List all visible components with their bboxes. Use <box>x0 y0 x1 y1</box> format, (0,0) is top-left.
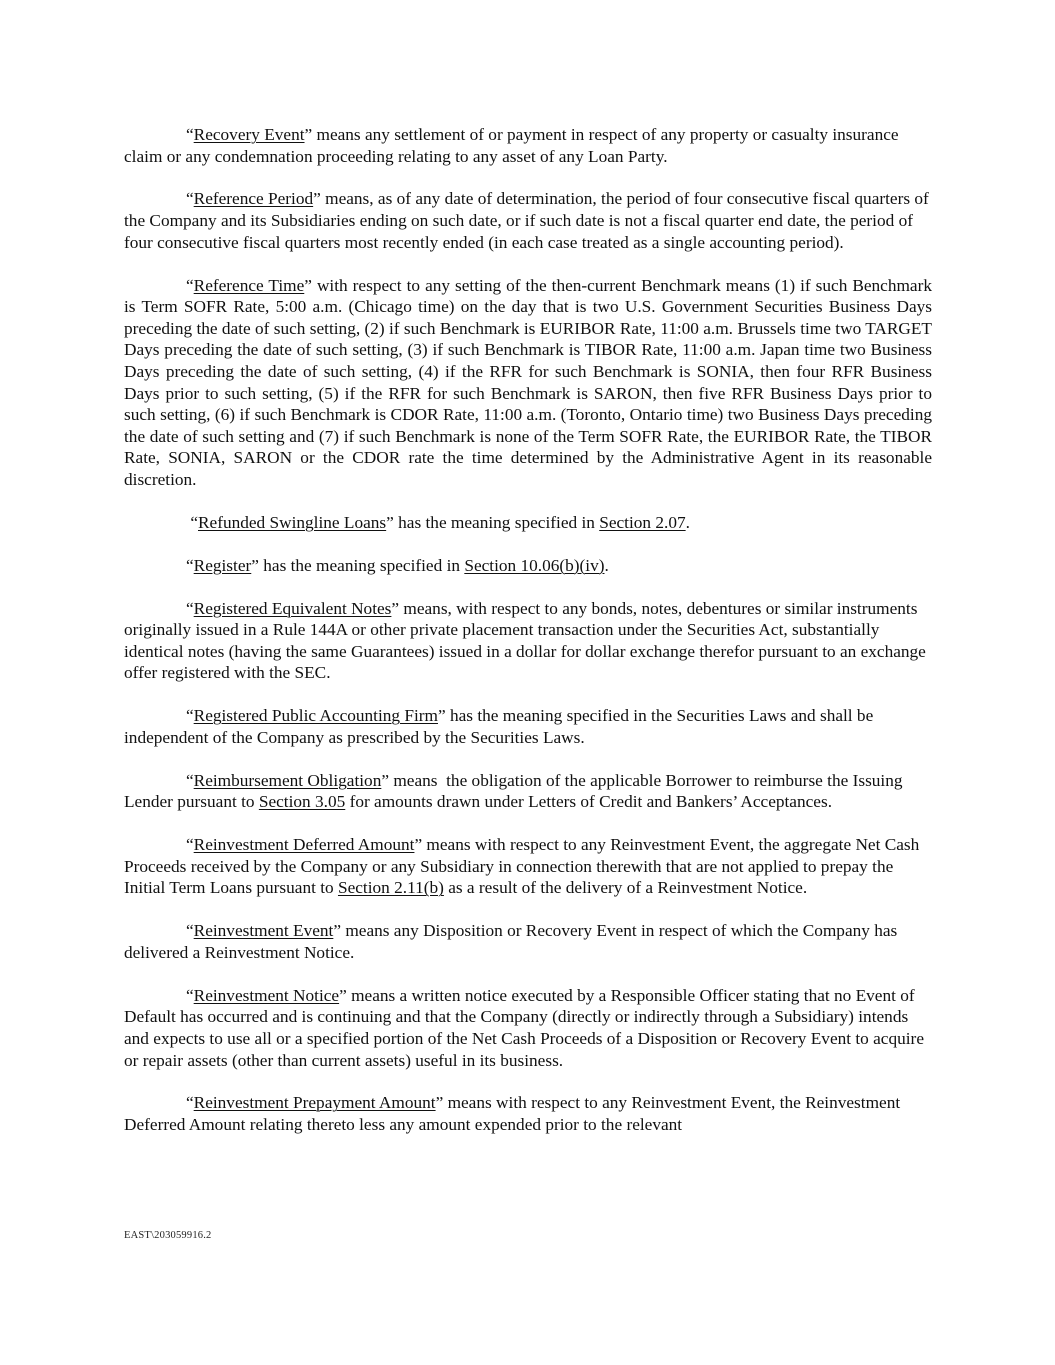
definition-text: ” means, with respect to any bonds, notes, debentures or similar instruments originally issued in a Rule 144A or other private placement transaction under the Securities Act, substantially identical notes (having the same Guarantees) issued in a dollar for dollar exchange therefor pursuant to an exchange offer registered with the SEC. <box>124 598 926 683</box>
definition-text: ” means with respect to any Reinvestment Event, the Reinvestment Deferred Amount relating thereto less any amount expended prior to the relevant <box>124 1093 901 1135</box>
defined-term: Reference Time <box>193 275 305 295</box>
definition-reinvestment-event <box>124 920 932 963</box>
section-reference: Section 2.07 <box>599 512 686 532</box>
definition-text: ” means the obligation of the applicable Borrower to reimburse the Issuing Lender pursuant to <box>124 770 907 812</box>
defined-term: Recovery Event <box>193 125 305 144</box>
defined-term: Reference Period <box>193 189 314 209</box>
open-quote: “ <box>186 555 194 575</box>
open-quote: “ <box>186 125 194 144</box>
open-quote: “ <box>186 275 194 295</box>
definition-text-end: . <box>604 555 609 575</box>
open-quote: “ <box>186 770 194 790</box>
definition-registered-equivalent-notes <box>124 598 932 684</box>
open-quote: “ <box>186 1093 194 1113</box>
definition-registered-public-accounting-firm <box>124 705 932 748</box>
definition-text: ” has the meaning specified in <box>251 555 465 575</box>
open-quote: “ <box>186 512 198 532</box>
document-body <box>124 124 932 1157</box>
open-quote: “ <box>186 706 194 726</box>
section-reference: Section 3.05 <box>258 792 346 812</box>
defined-term: Register <box>193 555 252 575</box>
definition-text: ” means with respect to any Reinvestment Event, the aggregate Net Cash Proceeds received by the Company or any Subsidiary in connection therewith that are not applied to prepay the Initial Term Loans pursuant to <box>124 835 920 898</box>
definition-text-end: . <box>685 512 690 532</box>
definition-reinvestment-deferred-amount <box>124 834 932 899</box>
open-quote: “ <box>186 921 194 941</box>
defined-term: Reinvestment Prepayment Amount <box>193 1093 436 1113</box>
defined-term: Registered Equivalent Notes <box>193 598 392 618</box>
definition-register <box>124 555 932 577</box>
definition-refunded-swingline-loans <box>124 512 932 534</box>
defined-term: Refunded Swingline Loans <box>198 512 387 532</box>
definition-text: ” means, as of any date of determination, the period of four consecutive fiscal quarters of the Company and its Subsidiaries ending on such date, or if such date is not a fiscal quarter end date, the period of four consecutive fiscal quarters most recently ended (in each case treated as a single accounting period). <box>124 189 929 252</box>
defined-term: Registered Public Accounting Firm <box>193 706 438 726</box>
definition-reinvestment-notice <box>124 985 932 1071</box>
open-quote: “ <box>186 189 194 209</box>
definition-text: ” has the meaning specified in <box>386 512 600 532</box>
definition-reinvestment-prepayment-amount <box>124 1092 932 1135</box>
definition-text: ” means any settlement of or payment in respect of any property or casualty insurance claim or any condemnation proceeding relating to any asset of any Loan Party. <box>124 125 899 166</box>
document-id-footer: EAST\203059916.2 <box>124 1230 212 1241</box>
definition-text: ” means a written notice executed by a Responsible Officer stating that no Event of Default has occurred and is continuing and that the Company (directly or indirectly through a Subsidiary) intends and expects to use all or a specified portion of the Net Cash Proceeds of a Disposition or Recovery Event to acquire or repair assets (other than current assets) useful in its business. <box>124 985 924 1070</box>
defined-term: Reimbursement Obligation <box>193 770 382 790</box>
defined-term: Reinvestment Notice <box>193 985 340 1005</box>
definition-text: ” has the meaning specified in the Securities Laws and shall be independent of the Company as prescribed by the Securities Laws. <box>124 706 874 747</box>
definition-text: ” means any Disposition or Recovery Event in respect of which the Company has delivered a Reinvestment Notice. <box>124 921 898 962</box>
defined-term: Reinvestment Event <box>193 921 334 941</box>
definition-reimbursement-obligation <box>124 770 932 813</box>
definition-reference-time <box>124 275 932 491</box>
section-reference: Section 10.06(b)(iv) <box>464 555 605 575</box>
open-quote: “ <box>186 598 194 618</box>
definition-recovery-event <box>124 124 932 167</box>
definition-text-end: as a result of the delivery of a Reinvestment Notice. <box>443 878 808 898</box>
defined-term: Reinvestment Deferred Amount <box>193 835 415 855</box>
open-quote: “ <box>186 835 194 855</box>
definition-reference-period <box>124 188 932 253</box>
definition-text: ” with respect to any setting of the then-current Benchmark means (1) if such Benchmark is Term SOFR Rate, 5:00 a.m. (Chicago time) on the day that is two U.S. Government Securities Business Days preceding the date of such setting, (2) if such Benchmark is EURIBOR Rate, 11:00 a.m. Brussels time two TARGET Days preceding the date of such setting, (3) if such Benchmark is TIBOR Rate, 11:00 a.m. Japan time two Business Days preceding the date of such setting, (4) if the RFR for such Benchmark is SONIA, then four RFR Business Days prior to such setting, (5) if the RFR for such Benchmark is SARON, then five RFR Business Days prior to such setting, (6) if such Benchmark is CDOR Rate, 11:00 a.m. (Toronto, Ontario time) two Business Days preceding the date of such setting and (7) if such Benchmark is none of the Term SOFR Rate, the EURIBOR Rate, the TIBOR Rate, SONIA, SARON or the CDOR rate the time determined by the Administrative Agent in its reasonable discretion. <box>124 275 932 489</box>
section-reference: Section 2.11(b) <box>337 878 444 898</box>
definition-text-end: for amounts drawn under Letters of Credit and Bankers’ Acceptances. <box>345 792 833 812</box>
open-quote: “ <box>186 985 194 1005</box>
